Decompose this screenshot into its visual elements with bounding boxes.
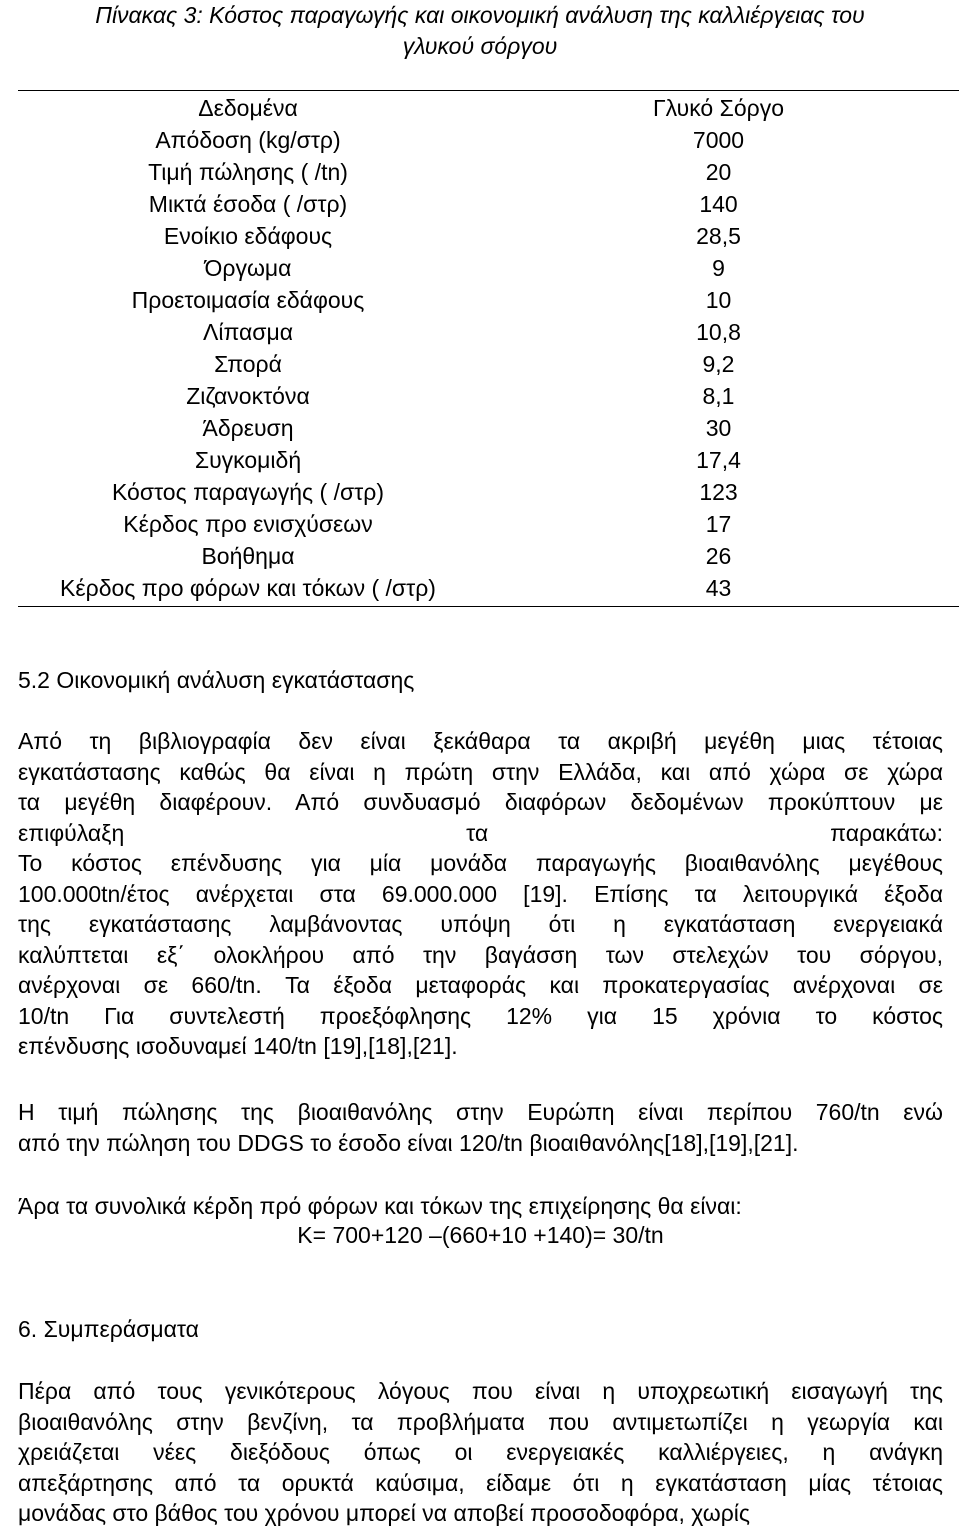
table-cell-label: Τιμή πώλησης ( /tn) (148, 159, 348, 185)
table-cell-label: Σπορά (214, 351, 282, 377)
paragraph-line: Από τη βιβλιογραφία δεν είναι ξεκάθαρα τα ακριβή μεγέθη μιας τέτοιας (18, 728, 943, 754)
table-cell-label: Ενοίκιο εδάφους (163, 223, 333, 249)
table-caption (18, 0, 942, 62)
table-row (18, 220, 959, 252)
paragraph-total-profit (18, 1191, 943, 1222)
table-cell-value: 20 (705, 159, 732, 185)
table-cell-label: Ζιζανοκτόνα (186, 383, 310, 409)
cost-analysis-table (18, 90, 959, 607)
table-cell-value: 9,2 (702, 351, 735, 377)
table-cell-value: 8,1 (702, 383, 735, 409)
paragraph-line: Άρα τα συνολικά κέρδη πρό φόρων και τόκων της επιχείρησης θα είναι: (18, 1193, 742, 1219)
table-cell-label: Απόδοση (kg/στρ) (155, 127, 341, 153)
paragraph-installation-cost (18, 726, 943, 1062)
table-cell-label: Μικτά έσοδα ( /στρ) (148, 191, 348, 217)
table-header-label: Δεδομένα (198, 95, 298, 121)
section-heading-5-2: 5.2 Οικονομική ανάλυση εγκατάστασης (18, 667, 415, 693)
table-caption-line-2: γλυκού σόργου (402, 33, 558, 59)
paragraph-line: βιοαιθανόλης στην βενζίνη, τα προβλήματα που αντιμετωπίζει η γεωργία και (18, 1408, 943, 1435)
table-caption-line-1: Πίνακας 3: Κόστος παραγωγής και οικονομική ανάλυση της καλλιέργειας του (95, 2, 865, 28)
table-cell-label: Κέρδος προ ενισχύσεων (123, 511, 373, 537)
table-cell-label: Βοήθημα (201, 543, 295, 569)
table-cell-label: Συγκομιδή (194, 447, 302, 473)
table-cell-value: 17 (705, 511, 732, 537)
paragraph-line: ανέρχοναι σε 660/tn. Τα έξοδα μεταφοράς και προκατεργασίας ανέρχοναι σε (18, 972, 943, 998)
paragraph-line: τα μεγέθη διαφέρουν. Από συνδυασμό διαφόρων δεδομένων προκύπτουν με (18, 789, 943, 815)
paragraph-line: καλύπτεται εξ΄ ολοκλήρου από την βαγάσση των στελεχών του σόργου, (18, 941, 943, 968)
paragraph-line: Πέρα από τους γενικότερους λόγους που είναι η υποχρεωτική εισαγωγή της (18, 1378, 943, 1404)
paragraph-line: επένδυσης ισοδυναμεί 140/tn [19],[18],[21]. (18, 1033, 458, 1059)
table-row (18, 412, 959, 444)
table-row (18, 572, 959, 607)
table-row (18, 380, 959, 412)
table-cell-label: Κέρδος προ φόρων και τόκων ( /στρ) (60, 575, 436, 601)
table-body (18, 91, 959, 607)
paragraph-line: χρειάζεται νέες διεξόδους όπως οι ενεργειακές καλλιέργειες, η ανάγκη (18, 1439, 943, 1465)
table-row (18, 348, 959, 380)
table-cell-value: 43 (705, 575, 732, 601)
table-row (18, 124, 959, 156)
table-cell-label: Προετοιμασία εδάφους (131, 287, 365, 313)
section-heading-6: 6. Συμπεράσματα (18, 1316, 199, 1342)
table-cell-value: 30 (705, 415, 732, 441)
table-row (18, 252, 959, 284)
table-header-row (18, 91, 959, 125)
table-cell-value: 26 (705, 543, 732, 569)
table-cell-value: 7000 (692, 127, 745, 153)
table-cell-value: 10,8 (696, 319, 741, 345)
paragraph-line: Το κόστος επένδυσης για μία μονάδα παραγωγής βιοαιθανόλης μεγέθους (18, 850, 943, 876)
paragraph-line: μονάδας στο βάθος του χρόνου μπορεί να αποβεί προσοδοφόρα, χωρίς (18, 1500, 750, 1526)
table-cell-label: Λίπασμα (202, 319, 294, 345)
table-row (18, 508, 959, 540)
paragraph-line: επιφύλαξη τα παρακάτω: (18, 819, 943, 846)
paragraph-conclusions (18, 1376, 943, 1529)
table-row (18, 284, 959, 316)
table-cell-value: 123 (699, 479, 738, 505)
table-cell-value: 28,5 (696, 223, 741, 249)
paragraph-line: της εγκατάστασης λαμβάνοντας υπόψη ότι η εγκατάσταση ενεργειακά (18, 911, 943, 937)
table-cell-value: 17,4 (696, 447, 741, 473)
paragraph-selling-price (18, 1097, 943, 1158)
table-row (18, 188, 959, 220)
table-row (18, 156, 959, 188)
table-row (18, 476, 959, 508)
table-cell-value: 10 (705, 287, 732, 313)
paragraph-line: από την πώληση του DDGS το έσοδο είναι 120/tn βιοαιθανόλης[18],[19],[21]. (18, 1129, 799, 1156)
table-cell-value: 9 (712, 255, 725, 281)
profit-formula: K= 700+120 –(660+10 +140)= 30/tn (297, 1222, 664, 1248)
table-cell-label: Όργωμα (204, 255, 292, 281)
table-row (18, 540, 959, 572)
paragraph-line: Η τιμή πώλησης της βιοαιθανόλης στην Ευρώπη είναι περίπου 760/tn ενώ (18, 1099, 943, 1125)
table-row (18, 316, 959, 348)
table-cell-value: 140 (699, 191, 738, 217)
table-cell-label: Άδρευση (202, 415, 294, 441)
paragraph-line: απεξάρτησης από τα ορυκτά καύσιμα, είδαμε ότι η εγκατάσταση μίας τέτοιας (18, 1469, 943, 1496)
paragraph-line: 100.000tn/έτος ανέρχεται στα 69.000.000 [19]. Επίσης τα λειτουργικά έξοδα (18, 880, 943, 907)
table-cell-label: Κόστος παραγωγής ( /στρ) (112, 479, 384, 505)
paragraph-line: εγκατάστασης καθώς θα είναι η πρώτη στην Ελλάδα, και από χώρα σε χώρα (18, 758, 943, 785)
table-row (18, 444, 959, 476)
paragraph-line: 10/tn Για συντελεστή προεξόφλησης 12% για 15 χρόνια το κόστος (18, 1002, 943, 1029)
table-header-value: Γλυκό Σόργο (653, 95, 784, 121)
